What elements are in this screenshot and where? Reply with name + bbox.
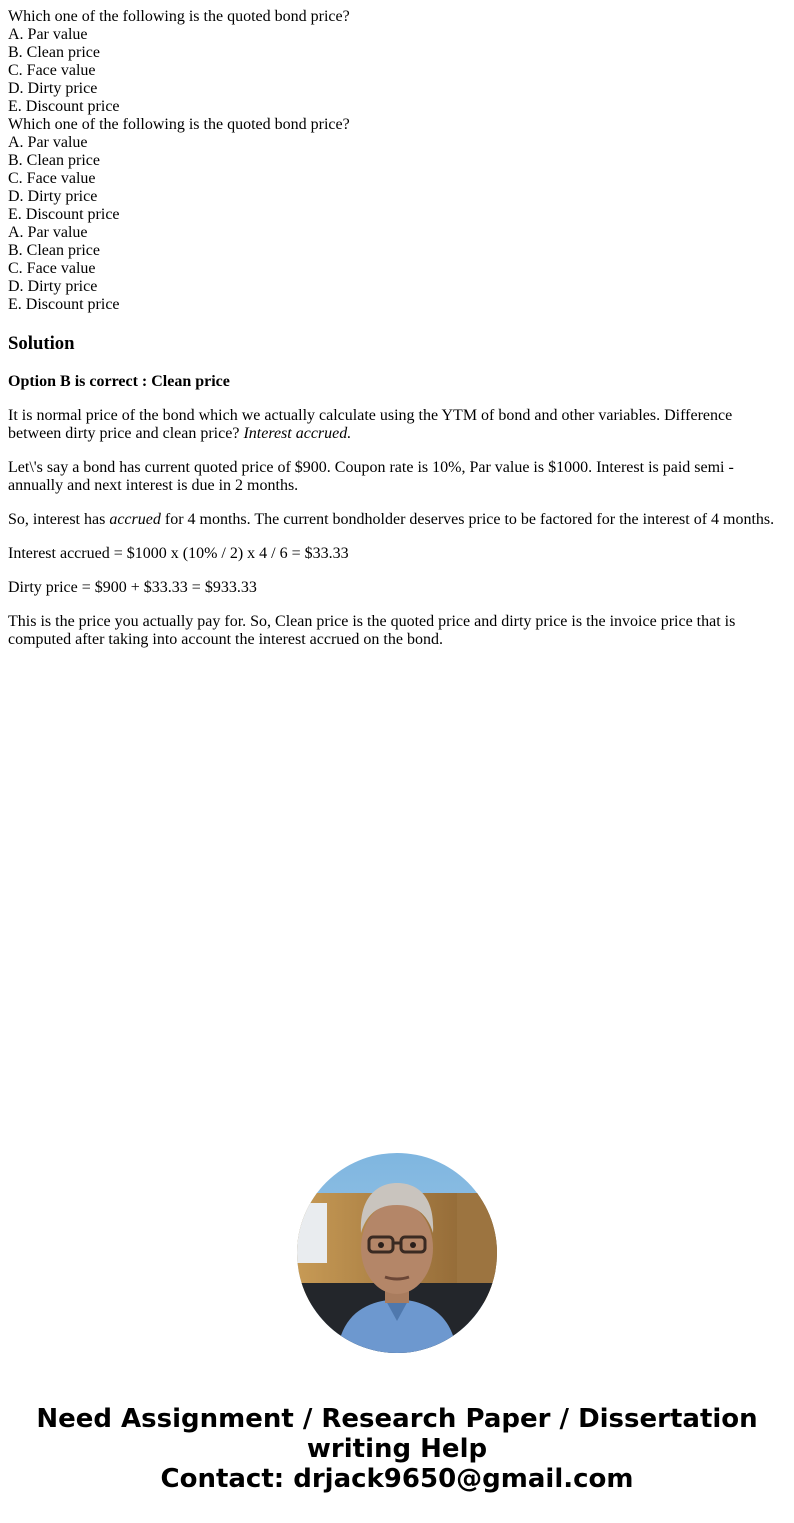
footer-line-1: Need Assignment / Research Paper / Dissertation — [36, 1404, 758, 1434]
option-d: D. Dirty price — [8, 188, 98, 205]
option-a: A. Par value — [8, 224, 88, 241]
option-b: B. Clean price — [8, 152, 100, 169]
solution-heading: Solution — [8, 333, 75, 354]
accrual-text-end: for 4 months. The current bondholder deserves price to be factored for the interest of 4 months. — [160, 511, 775, 528]
question-text: Which one of the following is the quoted bond price? — [8, 8, 350, 25]
explanation-text: It is normal price of the bond which we actually calculate using the YTM of bond and other variables. Difference between dirty price and clean price? — [8, 407, 733, 442]
option-a: A. Par value — [8, 26, 88, 43]
option-b: B. Clean price — [8, 44, 100, 61]
avatar-photo — [297, 1153, 497, 1353]
option-e: E. Discount price — [8, 98, 120, 115]
accrual-text-start: So, interest has — [8, 511, 110, 528]
conclusion-paragraph: This is the price you actually pay for. So, Clean price is the quoted price and dirty price is the invoice price that is computed after taking into account the interest accrued on the bond. — [8, 613, 736, 648]
option-e: E. Discount price — [8, 206, 120, 223]
interest-calculation: Interest accrued = $1000 x (10% / 2) x 4 / 6 = $33.33 — [8, 545, 349, 562]
question-text: Which one of the following is the quoted bond price? — [8, 116, 350, 133]
explanation-emphasis: Interest accrued. — [243, 425, 352, 442]
explanation-paragraph — [8, 407, 786, 443]
option-c: C. Face value — [8, 260, 96, 277]
accrual-paragraph — [8, 511, 786, 529]
option-b: B. Clean price — [8, 242, 100, 259]
option-a: A. Par value — [8, 134, 88, 151]
option-c: C. Face value — [8, 62, 96, 79]
avatar — [297, 1153, 497, 1353]
dirty-price-calculation: Dirty price = $900 + $33.33 = $933.33 — [8, 579, 257, 596]
option-e: E. Discount price — [8, 296, 120, 313]
footer-contact-email: Contact: drjack9650@gmail.com — [160, 1464, 634, 1494]
option-c: C. Face value — [8, 170, 96, 187]
option-d: D. Dirty price — [8, 278, 98, 295]
option-d: D. Dirty price — [8, 80, 98, 97]
answer-statement: Option B is correct : Clean price — [8, 373, 230, 390]
example-paragraph: Let\'s say a bond has current quoted price of $900. Coupon rate is 10%, Par value is $1000. Interest is paid semi - annually and next interest is due in 2 months. — [8, 459, 734, 494]
accrual-emphasis: accrued — [109, 511, 161, 528]
footer-contact — [0, 1404, 794, 1494]
question-content — [8, 8, 786, 314]
footer-line-2: writing Help — [306, 1434, 488, 1464]
